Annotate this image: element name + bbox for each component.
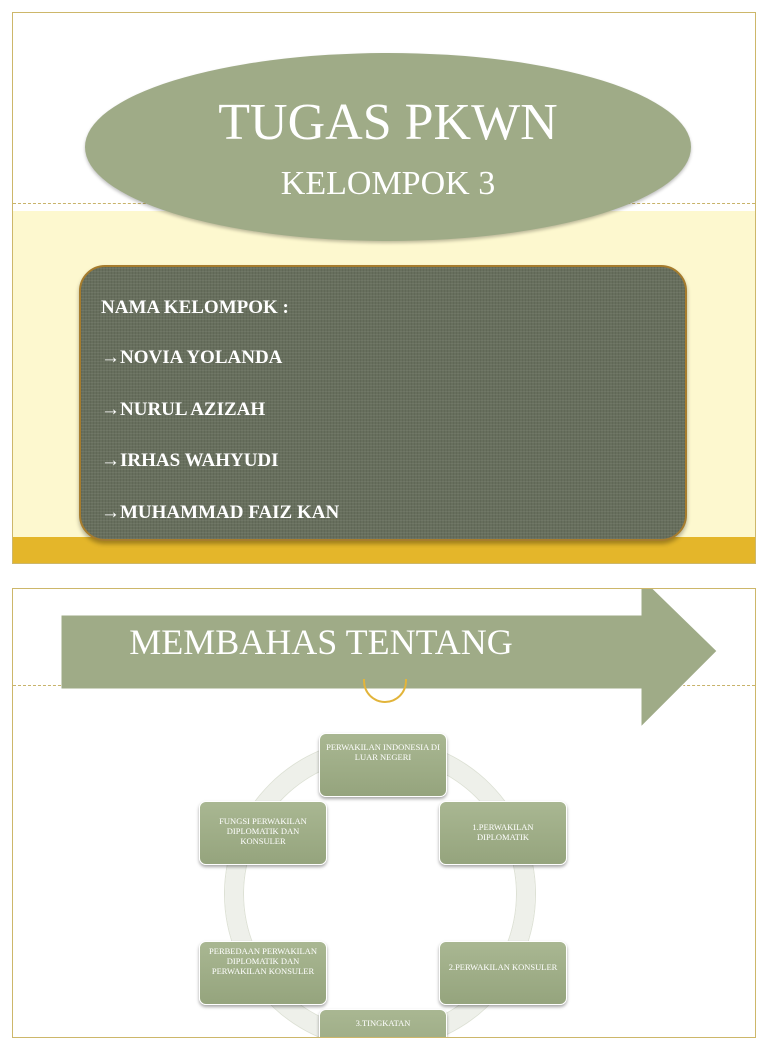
member-box xyxy=(79,265,687,541)
topics-slide xyxy=(12,588,756,1038)
cycle-node-bottom: 3.TINGKATAN xyxy=(319,1009,447,1038)
arrow-title: MEMBAHAS TENTANG xyxy=(129,622,513,662)
cycle-node-left-upper: FUNGSI PERWAKILAN DIPLOMATIK DAN KONSULER xyxy=(199,801,327,865)
member-list xyxy=(101,347,339,553)
cycle-node-right-lower: 2.PERWAKILAN KONSULER xyxy=(439,941,567,1005)
group-heading: NAMA KELOMPOK : xyxy=(101,297,289,318)
cycle-node-right-upper: 1.PERWAKILAN DIPLOMATIK xyxy=(439,801,567,865)
member-item: →NOVIA YOLANDA xyxy=(101,347,283,368)
cycle-node-left-lower: PERBEDAAN PERWAKILAN DIPLOMATIK DAN PERWAKILAN KONSULER xyxy=(199,941,327,1005)
member-item: →NURUL AZIZAH xyxy=(101,398,266,420)
title-oval xyxy=(85,53,691,241)
cycle-node-top: PERWAKILAN INDONESIA DI LUAR NEGERI xyxy=(319,733,447,797)
slide-subtitle: KELOMPOK 3 xyxy=(280,165,496,202)
member-item: →IRHAS WAHYUDI xyxy=(101,450,279,471)
slide-title: TUGAS PKWN xyxy=(218,94,558,151)
title-arrow xyxy=(61,588,717,727)
title-slide xyxy=(12,12,756,564)
member-item: →MUHAMMAD FAIZ KAN xyxy=(101,501,340,523)
